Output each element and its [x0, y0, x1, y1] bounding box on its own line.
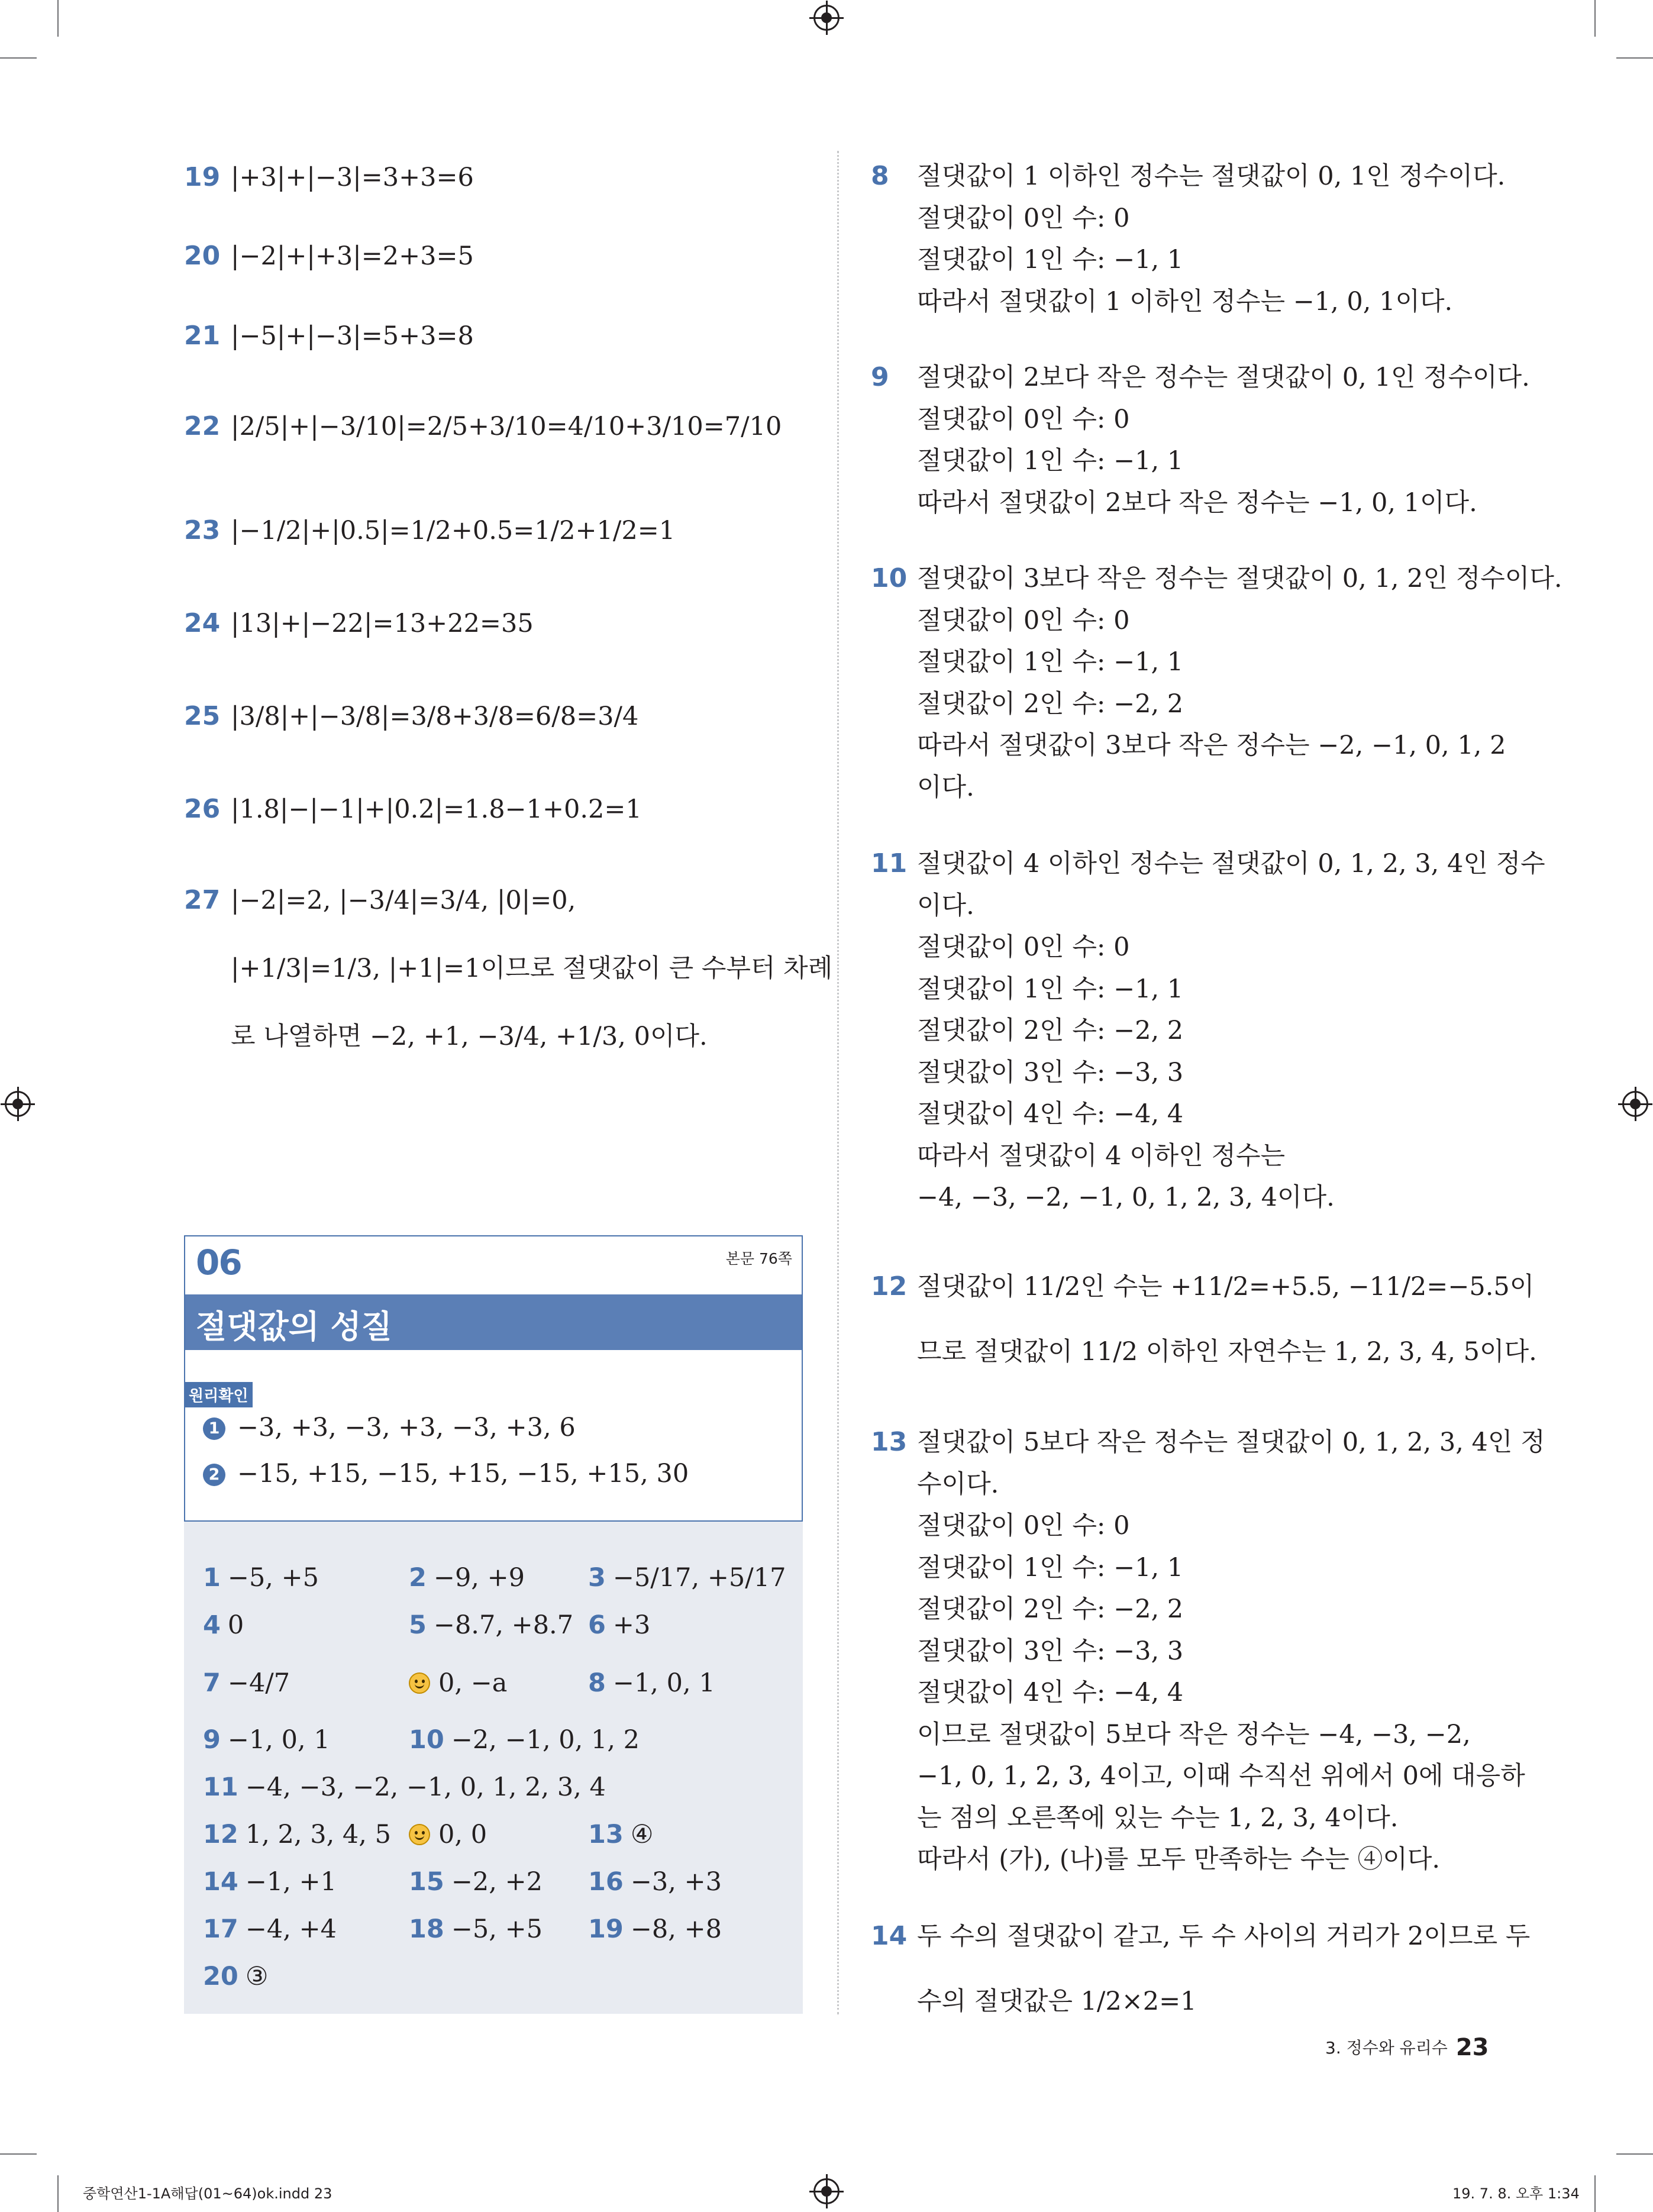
- explanation-line: 따라서 절댓값이 3보다 작은 정수는 −2, −1, 0, 1, 2: [917, 731, 1506, 760]
- explanation-line: 절댓값이 3보다 작은 정수는 절댓값이 0, 1, 2인 정수이다.: [917, 564, 1562, 593]
- crop-mark: [0, 57, 37, 59]
- answer-cell: [409, 1662, 507, 1704]
- crop-mark: [57, 2175, 59, 2212]
- answer-number: 12: [203, 1820, 238, 1849]
- problem-number: 21: [184, 321, 221, 351]
- answer-number: 15: [409, 1867, 444, 1897]
- answer-value: −1, +1: [245, 1867, 337, 1897]
- page-number: 23: [1455, 2034, 1489, 2061]
- smiley-icon: [409, 1672, 430, 1694]
- answer-number: 3: [588, 1563, 606, 1593]
- explanation-line: 므로 절댓값이 11/2 이하인 자연수는 1, 2, 3, 4, 5이다.: [917, 1337, 1537, 1367]
- answer-number: 10: [409, 1725, 444, 1755]
- answer-cell: [588, 1909, 722, 1950]
- footer-section: 3. 정수와 유리수: [1325, 2038, 1448, 2058]
- print-slug-left: 중학연산1-1A해답(01~64)ok.indd 23: [83, 2185, 332, 2202]
- explanation-line: 따라서 절댓값이 4 이하인 정수는: [917, 1141, 1286, 1171]
- explanation-line: 절댓값이 3인 수: −3, 3: [917, 1636, 1184, 1666]
- crop-mark: [57, 0, 59, 37]
- print-slug-right: 19. 7. 8. 오후 1:34: [1452, 2185, 1580, 2202]
- answer-value: −1, 0, 1: [227, 1725, 330, 1755]
- explanation-line: 따라서 (가), (나)를 모두 만족하는 수는 ④이다.: [917, 1845, 1441, 1874]
- answer-value: −4, +4: [245, 1914, 337, 1944]
- answer-number: 4: [203, 1610, 221, 1640]
- answer-grid: [184, 1522, 803, 2014]
- answer-value: −2, +2: [451, 1867, 543, 1897]
- explanation-line: 이다.: [917, 891, 974, 921]
- problem-number: 22: [184, 411, 221, 441]
- explanation-line: 수이다.: [917, 1470, 999, 1499]
- registration-mark-icon: [813, 2178, 840, 2204]
- solution-line: |13|+|−22|=13+22=35: [231, 609, 534, 638]
- section-title-bar: [185, 1294, 802, 1350]
- problem-number: 11: [871, 848, 908, 879]
- problem-number: 25: [184, 701, 221, 731]
- answer-value: 0, −a: [438, 1668, 508, 1698]
- page-footer: [1325, 2034, 1489, 2061]
- answer-cell: [588, 1604, 650, 1646]
- answer-number: 13: [588, 1820, 624, 1849]
- principle-check-tag: 원리확인: [184, 1382, 253, 1407]
- answer-number: 11: [203, 1772, 238, 1802]
- explanation-line: 는 점의 오른쪽에 있는 수는 1, 2, 3, 4이다.: [917, 1803, 1399, 1833]
- answer-cell: [203, 1767, 606, 1808]
- solution-line: |1.8|−|−1|+|0.2|=1.8−1+0.2=1: [231, 795, 642, 824]
- answer-cell: [588, 1861, 722, 1903]
- explanation-line: 절댓값이 1인 수: −1, 1: [917, 245, 1184, 275]
- answer-cell: [409, 1861, 543, 1903]
- explanation-line: 절댓값이 2인 수: −2, 2: [917, 1594, 1184, 1624]
- problem-number: 24: [184, 608, 221, 638]
- answer-cell: [203, 1604, 244, 1646]
- answer-cell: [203, 1662, 290, 1704]
- principle-text: −15, +15, −15, +15, −15, +15, 30: [237, 1459, 689, 1488]
- explanation-line: 절댓값이 0인 수: 0: [917, 405, 1130, 434]
- answer-value: −9, +9: [433, 1563, 525, 1593]
- answer-cell: [203, 1861, 337, 1903]
- explanation-line: 절댓값이 4인 수: −4, 4: [917, 1099, 1184, 1129]
- answer-cell: [409, 1909, 543, 1950]
- explanation-line: 절댓값이 3인 수: −3, 3: [917, 1058, 1184, 1087]
- answer-number: 20: [203, 1962, 238, 1991]
- page-reference: 본문 76쪽: [725, 1250, 792, 1267]
- problem-number: 9: [871, 362, 889, 392]
- crop-mark: [0, 2153, 37, 2155]
- registration-mark-icon: [813, 5, 840, 31]
- explanation-line: 이므로 절댓값이 5보다 작은 정수는 −4, −3, −2,: [917, 1720, 1471, 1749]
- solution-line: 로 나열하면 −2, +1, −3/4, +1/3, 0이다.: [231, 1022, 708, 1051]
- solution-line: |−2|=2, |−3/4|=3/4, |0|=0,: [231, 886, 576, 915]
- explanation-line: 절댓값이 1인 수: −1, 1: [917, 974, 1184, 1004]
- smiley-icon: [409, 1824, 430, 1845]
- solution-line: |−5|+|−3|=5+3=8: [231, 321, 474, 351]
- answer-cell: [588, 1814, 653, 1855]
- explanation-line: 두 수의 절댓값이 같고, 두 수 사이의 거리가 2이므로 두: [917, 1922, 1531, 1951]
- answer-number: 19: [588, 1914, 624, 1944]
- explanation-line: 절댓값이 4 이하인 정수는 절댓값이 0, 1, 2, 3, 4인 정수: [917, 849, 1545, 879]
- answer-value: −1, 0, 1: [612, 1668, 715, 1698]
- answer-number: 8: [588, 1668, 606, 1698]
- explanation-line: 따라서 절댓값이 1 이하인 정수는 −1, 0, 1이다.: [917, 287, 1453, 317]
- explanation-line: 절댓값이 0인 수: 0: [917, 1511, 1130, 1541]
- principle-row: [203, 1453, 689, 1494]
- explanation-line: 절댓값이 0인 수: 0: [917, 932, 1130, 962]
- section-header-box: [184, 1235, 803, 1522]
- answer-value: −5/17, +5/17: [612, 1563, 786, 1593]
- explanation-line: 절댓값이 1인 수: −1, 1: [917, 647, 1184, 677]
- solution-line: |+3|+|−3|=3+3=6: [231, 163, 474, 192]
- section-title: 절댓값의 성질: [196, 1308, 392, 1345]
- answer-cell: [409, 1814, 487, 1855]
- answer-cell: [203, 1909, 337, 1950]
- answer-cell: [588, 1662, 715, 1704]
- problem-number: 10: [871, 563, 908, 593]
- explanation-line: −1, 0, 1, 2, 3, 4이고, 이때 수직선 위에서 0에 대응하: [917, 1761, 1525, 1791]
- crop-mark: [1616, 57, 1653, 59]
- problem-number: 13: [871, 1427, 908, 1457]
- answer-value: −8, +8: [630, 1914, 722, 1944]
- solution-line: |−1/2|+|0.5|=1/2+0.5=1/2+1/2=1: [231, 516, 676, 545]
- answer-number: 14: [203, 1867, 238, 1897]
- explanation-line: 절댓값이 5보다 작은 정수는 절댓값이 0, 1, 2, 3, 4인 정: [917, 1428, 1545, 1457]
- solution-line: |3/8|+|−3/8|=3/8+3/8=6/8=3/4: [231, 702, 639, 731]
- explanation-line: 절댓값이 4인 수: −4, 4: [917, 1678, 1184, 1707]
- answer-cell: [203, 1814, 391, 1855]
- answer-value: +3: [612, 1610, 651, 1640]
- answer-value: −5, +5: [451, 1914, 543, 1944]
- registration-mark-icon: [5, 1091, 31, 1117]
- column-divider: [837, 151, 839, 2014]
- answer-number: 18: [409, 1914, 444, 1944]
- answer-number: 17: [203, 1914, 238, 1944]
- section-code: 06: [196, 1242, 241, 1283]
- registration-mark-icon: [1622, 1091, 1648, 1117]
- answer-value: 1, 2, 3, 4, 5: [245, 1820, 391, 1849]
- explanation-line: 절댓값이 0인 수: 0: [917, 606, 1130, 635]
- answer-value: −4/7: [227, 1668, 290, 1698]
- problem-number: 12: [871, 1271, 908, 1302]
- answer-cell: [588, 1557, 786, 1599]
- explanation-line: 절댓값이 11/2인 수는 +11/2=+5.5, −11/2=−5.5이: [917, 1272, 1535, 1302]
- answer-value: −3, +3: [630, 1867, 722, 1897]
- answer-cell: [203, 1557, 319, 1599]
- explanation-line: 절댓값이 2보다 작은 정수는 절댓값이 0, 1인 정수이다.: [917, 363, 1530, 392]
- crop-mark: [1594, 2175, 1596, 2212]
- circle-number-icon: 2: [203, 1464, 225, 1486]
- explanation-line: 절댓값이 2인 수: −2, 2: [917, 689, 1184, 719]
- answer-value: −2, −1, 0, 1, 2: [451, 1725, 640, 1755]
- explanation-line: −4, −3, −2, −1, 0, 1, 2, 3, 4이다.: [917, 1183, 1335, 1212]
- answer-value: 0, 0: [438, 1820, 487, 1849]
- principle-text: −3, +3, −3, +3, −3, +3, 6: [237, 1413, 576, 1442]
- problem-number: 8: [871, 161, 889, 191]
- principle-row: [203, 1407, 576, 1448]
- explanation-line: 절댓값이 0인 수: 0: [917, 204, 1130, 233]
- problem-number: 19: [184, 162, 221, 192]
- explanation-line: 절댓값이 1인 수: −1, 1: [917, 1553, 1184, 1583]
- answer-number: 5: [409, 1610, 427, 1640]
- problem-number: 26: [184, 794, 221, 824]
- explanation-line: 절댓값이 1인 수: −1, 1: [917, 446, 1184, 476]
- explanation-line: 이다.: [917, 773, 974, 802]
- answer-value: −8.7, +8.7: [433, 1610, 574, 1640]
- answer-cell: [203, 1719, 330, 1761]
- answer-value: 0: [227, 1610, 244, 1640]
- problem-number: 20: [184, 241, 221, 271]
- answer-number: 1: [203, 1563, 221, 1593]
- answer-value: ④: [630, 1820, 654, 1849]
- answer-value: ③: [245, 1962, 269, 1991]
- answer-number: 2: [409, 1563, 427, 1593]
- explanation-line: 절댓값이 1 이하인 정수는 절댓값이 0, 1인 정수이다.: [917, 162, 1506, 191]
- answer-number: 16: [588, 1867, 624, 1897]
- answer-cell: [409, 1604, 573, 1646]
- crop-mark: [1594, 0, 1596, 37]
- explanation-line: 수의 절댓값은 1/2×2=1: [917, 1987, 1197, 2016]
- answer-value: −5, +5: [227, 1563, 319, 1593]
- solution-line: |2/5|+|−3/10|=2/5+3/10=4/10+3/10=7/10: [231, 412, 782, 441]
- crop-mark: [1616, 2153, 1653, 2155]
- circle-number-icon: 1: [203, 1417, 225, 1440]
- answer-cell: [203, 1956, 268, 1997]
- answer-number: 6: [588, 1610, 606, 1640]
- answer-number: 7: [203, 1668, 221, 1698]
- explanation-line: 따라서 절댓값이 2보다 작은 정수는 −1, 0, 1이다.: [917, 488, 1477, 518]
- problem-number: 14: [871, 1921, 908, 1951]
- solution-line: |−2|+|+3|=2+3=5: [231, 241, 474, 271]
- answer-number: 9: [203, 1725, 221, 1755]
- answer-cell: [409, 1557, 525, 1599]
- explanation-line: 절댓값이 2인 수: −2, 2: [917, 1016, 1184, 1045]
- answer-cell: [409, 1719, 640, 1761]
- answer-value: −4, −3, −2, −1, 0, 1, 2, 3, 4: [245, 1772, 606, 1802]
- problem-number: 23: [184, 515, 221, 545]
- solution-line: |+1/3|=1/3, |+1|=1이므로 절댓값이 큰 수부터 차례: [231, 954, 833, 983]
- problem-number: 27: [184, 885, 221, 915]
